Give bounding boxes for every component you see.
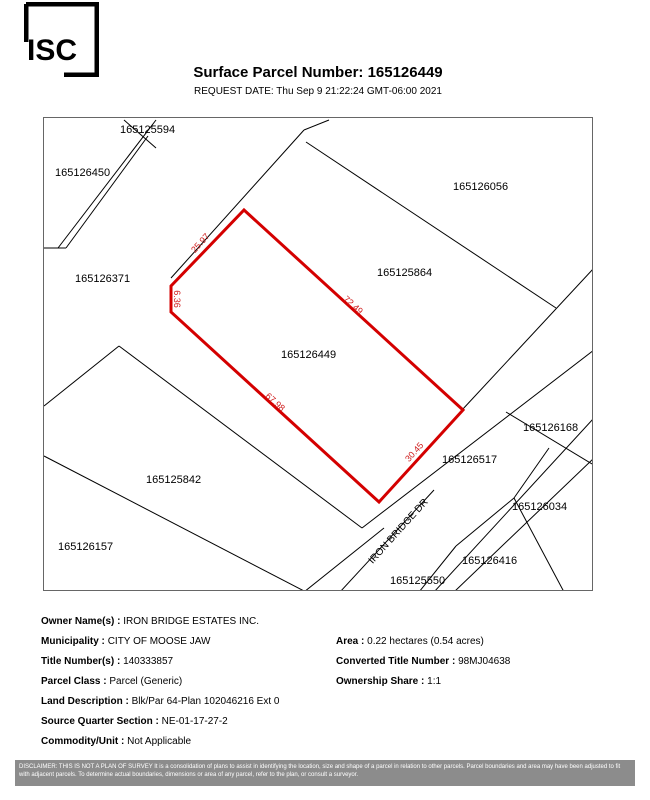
parcel-label: 165125550 <box>390 575 446 587</box>
title-number-row: Title Number(s) : 140333857 <box>41 656 174 667</box>
parcel-label: 165126034 <box>512 501 568 513</box>
parcel-label: 165126371 <box>75 273 131 285</box>
dimension-label: 6.36 <box>171 290 182 308</box>
ownership-share-row: Ownership Share : 1:1 <box>336 676 442 687</box>
parcel-class-row: Parcel Class : Parcel (Generic) <box>41 676 183 687</box>
request-date: REQUEST DATE: Thu Sep 9 21:22:24 GMT-06:00 2021 <box>194 86 442 97</box>
source-quarter-row: Source Quarter Section : NE-01-17-27-2 <box>41 716 228 727</box>
dimension-label: 67.98 <box>263 390 287 414</box>
dimension-label: 72.49 <box>341 293 365 317</box>
commodity-row: Commodity/Unit : Not Applicable <box>41 736 192 747</box>
page-title: Surface Parcel Number: 165126449 <box>193 64 443 81</box>
parcel-label: 165126157 <box>58 541 114 553</box>
owner-row: Owner Name(s) : IRON BRIDGE ESTATES INC. <box>41 616 260 627</box>
parcel-label: 165126449 <box>281 349 337 361</box>
disclaimer-bar: DISCLAIMER: THIS IS NOT A PLAN OF SURVEY It is a consolidation of plans to assist in identifying the location, size and shape of a parcel in relation to other parcels. Parcel boundaries and area may have been adjusted to fit with adjacent parcels. To determine actual boundaries, dimensions or area of any parcel, refer to the plan, or consult a surveyor. <box>15 760 635 786</box>
dimension-label: 30.45 <box>403 440 426 464</box>
street-label: IRON BRIDGE DR <box>366 496 431 567</box>
parcel-map <box>43 117 593 591</box>
area-row: Area : 0.22 hectares (0.54 acres) <box>336 636 484 647</box>
land-description-row: Land Description : Blk/Par 64-Plan 102046216 Ext 0 <box>41 696 280 707</box>
municipality-row: Municipality : CITY OF MOOSE JAW <box>41 636 211 647</box>
parcel-label: 165126168 <box>523 422 579 434</box>
parcel-label: 165125594 <box>120 124 176 136</box>
parcel-label: 165126450 <box>55 167 111 179</box>
converted-title-row: Converted Title Number : 98MJ04638 <box>336 656 511 667</box>
parcel-label: 165126517 <box>442 454 498 466</box>
dimension-label: 25.97 <box>189 231 212 255</box>
logo-text: ISC <box>27 34 78 67</box>
parcel-label: 165126056 <box>453 181 509 193</box>
parcel-label: 165125864 <box>377 267 433 279</box>
parcel-label: 165125842 <box>146 474 202 486</box>
parcel-label: 165126416 <box>462 555 518 567</box>
